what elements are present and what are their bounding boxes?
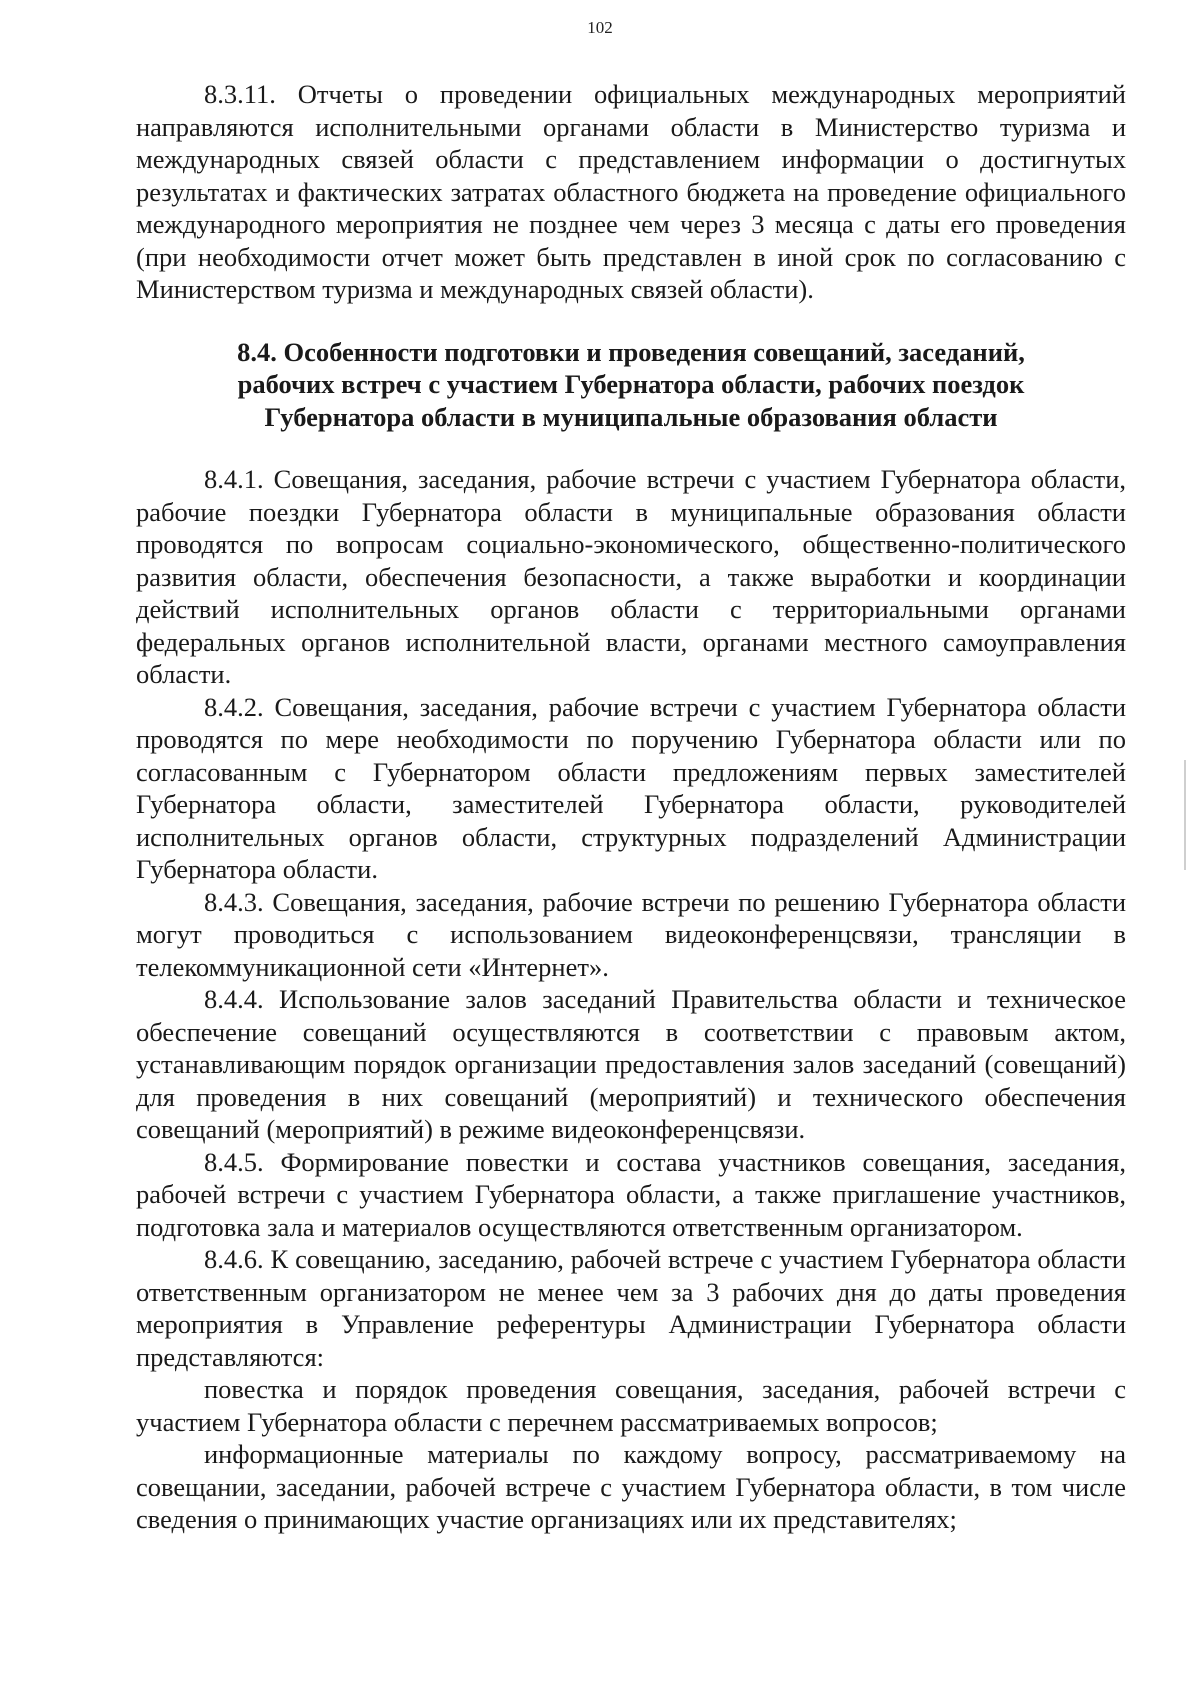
section-heading-line: Губернатора области в муниципальные образования области <box>264 401 998 432</box>
section-heading-line: рабочих встреч с участием Губернатора области, рабочих поездок <box>237 369 1025 399</box>
section-heading-line: 8.4. Особенности подготовки и проведения совещаний, заседаний, <box>237 336 1025 367</box>
document-body <box>136 78 1126 1536</box>
page-number: 102 <box>587 18 613 37</box>
paragraph-8-4-4: 8.4.4. Использование залов заседаний Правительства области и техническое обеспечение совещаний осуществляются в соответствии с правовым актом, устанавливающим порядок организации предоставления залов заседаний (совещаний) для проведения в них совещаний (мероприятий) и технического обеспечения совещаний (мероприятий) в режиме видеоконференцсвязи. <box>136 984 1126 1144</box>
paragraph-8-4-3: 8.4.3. Совещания, заседания, рабочие встречи по решению Губернатора области могут проводиться с использованием видеоконференцсвязи, трансляции в телекоммуникационной сети «Интернет». <box>136 886 1126 982</box>
paragraph-8-4-1: 8.4.1. Совещания, заседания, рабочие встречи с участием Губернатора области, рабочие поездки Губернатора области в муниципальные образования области проводятся по вопросам социально-экономического, общественно-политического развития области, обеспечения безопасности, а также выработки и координации действий исполнительных органов области с территориальными органами федеральных органов исполнительной власти, органами местного самоуправления области. <box>136 464 1126 689</box>
section-heading-8-4 <box>136 336 1126 434</box>
paragraph-8-4-6: 8.4.6. К совещанию, заседанию, рабочей встрече с участием Губернатора области ответственным организатором не менее чем за 3 рабочих дня до даты проведения мероприятия в Управление референтуры Администрации Губернатора области представляются: <box>136 1244 1126 1372</box>
list-item: повестка и порядок проведения совещания, заседания, рабочей встречи с участием Губернатора области с перечнем рассматриваемых вопросов; <box>136 1374 1126 1437</box>
list-item: информационные материалы по каждому вопросу, рассматриваемому на совещании, заседании, рабочей встрече с участием Губернатора области, в том числе сведения о принимающих участие организациях или их представителях; <box>136 1439 1126 1534</box>
paragraph-8-4-5: 8.4.5. Формирование повестки и состава участников совещания, заседания, рабочей встречи с участием Губернатора области, а также приглашение участников, подготовка зала и материалов осуществляются ответственным организатором. <box>136 1146 1126 1242</box>
paragraph-8-3-11: 8.3.11. Отчеты о проведении официальных международных мероприятий направляются исполнительными органами области в Министерство туризма и международных связей области с представлением информации о достигнутых результатах и фактических затратах областного бюджета на проведение официального международного мероприятия не позднее чем через 3 месяца с даты его проведения (при необходимости отчет может быть представлен в иной срок по согласованию с Министерством туризма и международных связей области). <box>136 79 1126 304</box>
paragraph-8-4-2: 8.4.2. Совещания, заседания, рабочие встречи с участием Губернатора области проводятся по мере необходимости по поручению Губернатора области или по согласованным с Губернатором области предложениям первых заместителей Губернатора области, заместителей Губернатора области, руководителей исполнительных органов области, структурных подразделений Администрации Губернатора области. <box>136 691 1126 884</box>
scan-margin-mark <box>1184 760 1186 870</box>
